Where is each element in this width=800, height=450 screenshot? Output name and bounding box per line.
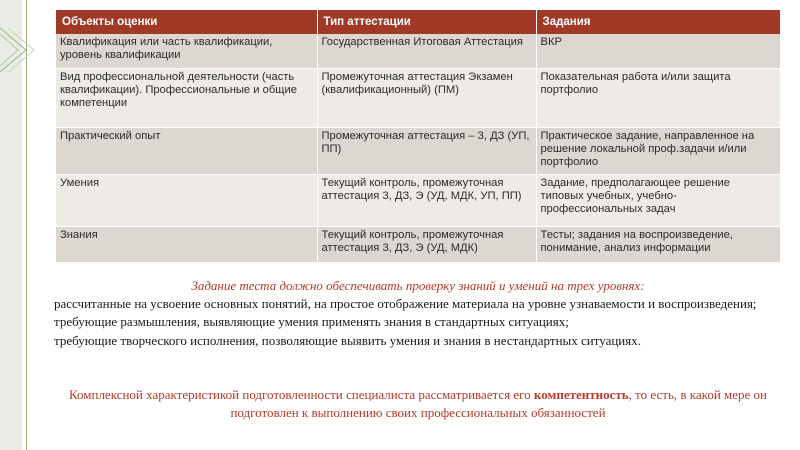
table-cell: ВКР: [536, 34, 780, 69]
table-header-row: [56, 10, 780, 34]
level-text: требующие размышления, выявляющие умения применять знания в стандартных ситуациях;: [54, 314, 569, 330]
table-cell: Практический опыт: [56, 128, 317, 175]
header-tasks: Задания: [536, 10, 780, 34]
table-row: [56, 175, 780, 227]
header-assessment-objects: Объекты оценки: [56, 10, 317, 34]
level-item: [54, 332, 782, 351]
table-cell: Текущий контроль, промежуточная аттестация 3, ДЗ, Э (УД, МДК): [317, 227, 536, 263]
assessment-table: [56, 10, 781, 263]
table-cell: Промежуточная аттестация – 3, ДЗ (УП, ПП): [317, 128, 536, 175]
level-text: рассчитанные на усвоение основных понятий, на простое отображение материала на уровне узнаваемости и воспроизведения;: [54, 295, 757, 311]
competence-text-end: , то есть, в какой мере он подготовлен к выполнению своих профессиональных обязанностей: [230, 387, 768, 420]
table-cell: Вид профессиональной деятельности (часть квалификации). Профессиональные и общие компетенции: [56, 69, 317, 128]
table-row: [56, 227, 780, 263]
table-cell: Промежуточная аттестация Экзамен (квалификационный) (ПМ): [317, 69, 536, 128]
table-cell: Государственная Итоговая Аттестация: [317, 34, 536, 69]
table-row: [56, 34, 780, 69]
test-levels-intro: Задание теста должно обеспечивать проверку знаний и умений на трех уровнях:: [191, 278, 645, 293]
chevron-decoration-icon: [0, 22, 50, 78]
competence-keyword: компетентность: [533, 387, 629, 402]
level-text: требующие творческого исполнения, позволяющие выявить умения и знания в нестандартных ситуациях.: [54, 332, 641, 348]
table-cell: Задание, предполагающее решение типовых учебных, учебно-профессиональных задач: [536, 175, 780, 227]
table-cell: Умения: [56, 175, 317, 227]
level-item: [54, 295, 782, 314]
competence-text-start: Комплексной характеристикой подготовленности специалиста рассматривается его: [68, 387, 534, 402]
assessment-table-wrapper: [56, 10, 780, 263]
test-requirements-text: [54, 277, 782, 350]
table-cell: Тесты; задания на воспроизведение, понимание, анализ информации: [536, 227, 780, 263]
table-cell: Показательная работа и/или защита портфолио: [536, 69, 780, 128]
header-attestation-type: Тип аттестации: [317, 10, 536, 34]
competence-statement: [54, 386, 782, 421]
table-row: [56, 128, 780, 175]
table-cell: Текущий контроль, промежуточная аттестация 3, ДЗ, Э (УД, МДК, УП, ПП): [317, 175, 536, 227]
table-cell: Знания: [56, 227, 317, 263]
table-cell: Квалификация или часть квалификации, уровень квалификации: [56, 34, 317, 69]
table-cell: Практическое задание, направленное на решение локальной проф.задачи и/или портфолио: [536, 128, 780, 175]
table-row: [56, 69, 780, 128]
level-item: [54, 313, 782, 332]
